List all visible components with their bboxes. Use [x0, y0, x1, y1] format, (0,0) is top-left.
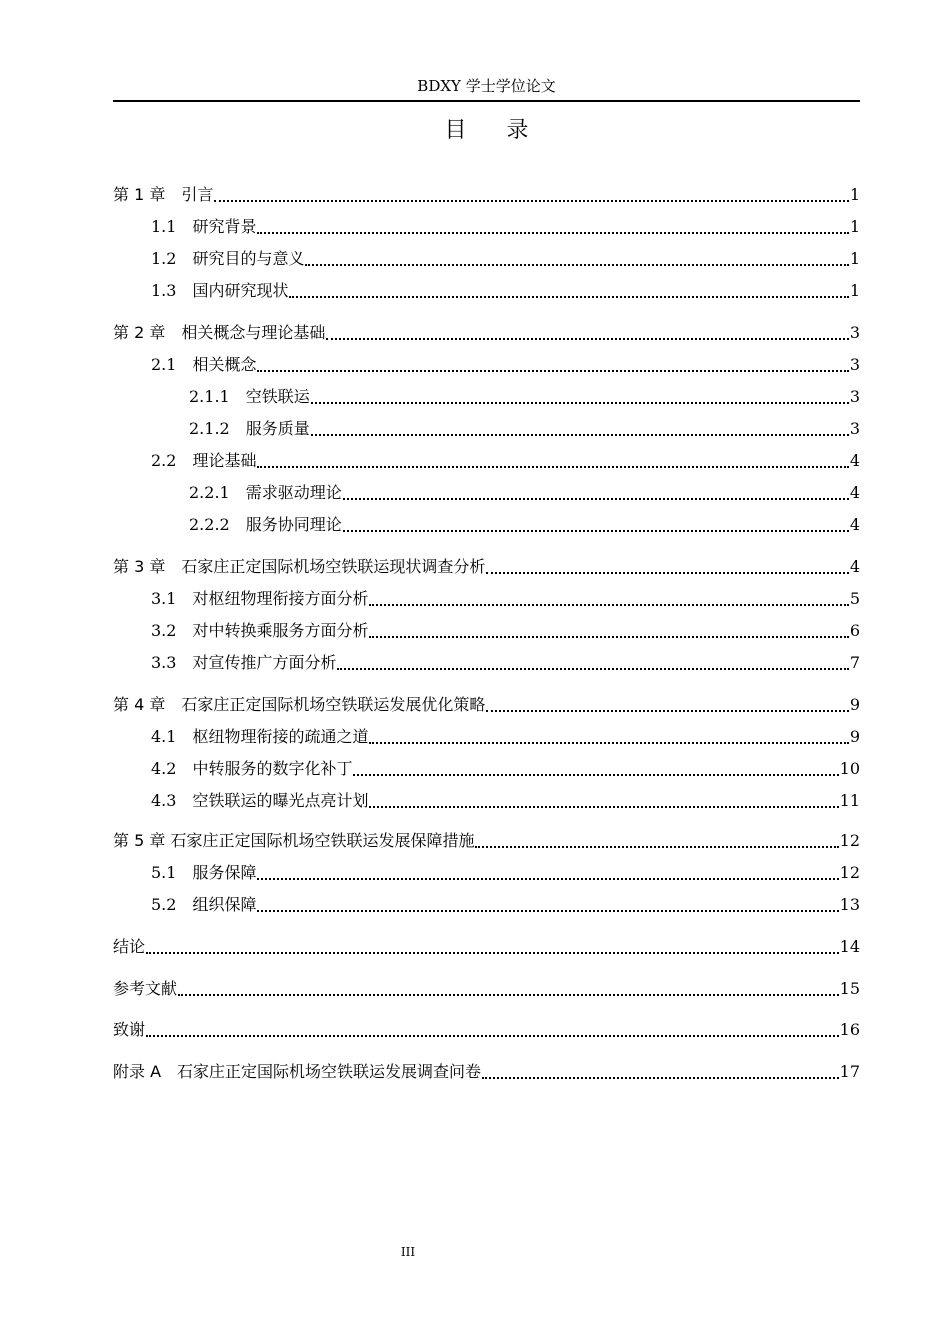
toc-entry[interactable]	[151, 212, 860, 242]
toc-leader-dots	[369, 732, 848, 744]
toc-entry-number: 第 4 章	[113, 695, 182, 714]
toc-entry-number: 5.1	[151, 863, 193, 882]
toc-entry-label: 空铁联运的曝光点亮计划	[192, 791, 369, 810]
toc-entry-number: 4.1	[151, 727, 193, 746]
toc-leader-dots	[343, 488, 849, 500]
toc-leader-dots	[311, 392, 849, 404]
toc-entry-label: 研究目的与意义	[192, 249, 305, 268]
toc-entry-number: 4.2	[151, 759, 193, 778]
toc-entry-page: 14	[839, 937, 860, 956]
toc-entry-label: 石家庄正定国际机场空铁联运现状调查分析	[181, 557, 486, 576]
toc-entry-page: 3	[849, 355, 860, 374]
toc-leader-dots	[257, 456, 848, 468]
toc-entry-page: 3	[849, 387, 860, 406]
toc-leader-dots	[257, 360, 848, 372]
toc-leader-dots	[146, 942, 839, 954]
toc-entry-number: 附录 A	[113, 1062, 178, 1081]
toc-entry-page: 11	[839, 791, 860, 810]
toc-leader-dots	[337, 658, 848, 670]
toc-entry-label: 引言	[181, 185, 214, 204]
toc-entry-label: 石家庄正定国际机场空铁联运发展优化策略	[181, 695, 486, 714]
toc-entry[interactable]	[151, 890, 860, 920]
toc-entry-number: 第 2 章	[113, 323, 182, 342]
toc-leader-dots	[486, 700, 848, 712]
toc-leader-dots	[257, 222, 848, 234]
toc-entry-page: 9	[849, 727, 860, 746]
toc-leader-dots	[178, 984, 839, 996]
toc-leader-dots	[257, 868, 838, 880]
toc-entry-number: 5.2	[151, 895, 193, 914]
toc-entry-label: 相关概念与理论基础	[181, 323, 326, 342]
toc-entry[interactable]	[151, 616, 860, 646]
toc-entry-label: 相关概念	[192, 355, 257, 374]
toc-entry-number: 2.1.1	[189, 387, 246, 406]
toc-entry-number: 2.1.2	[189, 419, 246, 438]
toc-entry-number: 第 5 章	[113, 831, 171, 850]
toc-leader-dots	[311, 424, 849, 436]
toc-entry-page: 9	[849, 695, 860, 714]
toc-leader-dots	[486, 562, 848, 574]
toc-entry-label: 对中转换乘服务方面分析	[192, 621, 369, 640]
toc-entry-page: 4	[849, 557, 860, 576]
toc-entry[interactable]	[151, 276, 860, 306]
toc-entry-page: 16	[839, 1020, 860, 1039]
toc-entry-label: 枢纽物理衔接的疏通之道	[192, 727, 369, 746]
toc-entry-page: 10	[839, 759, 860, 778]
toc-entry-page: 7	[849, 653, 860, 672]
toc-entry-label: 参考文献	[113, 979, 178, 998]
toc-entry-number: 2.2.1	[189, 483, 246, 502]
toc-leader-dots	[369, 626, 848, 638]
toc-entry-number: 第 3 章	[113, 557, 182, 576]
toc-entry-page: 5	[849, 589, 860, 608]
toc-leader-dots	[289, 286, 848, 298]
toc-entry[interactable]	[189, 414, 860, 444]
toc-entry-number: 4.3	[151, 791, 193, 810]
toc-entry[interactable]	[113, 826, 860, 856]
toc-entry[interactable]	[113, 1057, 860, 1087]
toc-entry[interactable]	[113, 1015, 860, 1045]
toc-leader-dots	[343, 520, 849, 532]
toc-entry-label: 石家庄正定国际机场空铁联运发展保障措施	[170, 831, 475, 850]
toc-entry-page: 1	[849, 281, 860, 300]
toc-entry-label: 石家庄正定国际机场空铁联运发展调查问卷	[177, 1062, 482, 1081]
toc-entry-label: 服务质量	[245, 419, 310, 438]
toc-entry-page: 1	[849, 249, 860, 268]
toc-entry-label: 理论基础	[192, 451, 257, 470]
toc-entry-page: 4	[849, 451, 860, 470]
page-number: III	[400, 1245, 416, 1259]
toc-entry[interactable]	[113, 690, 860, 720]
toc-entry[interactable]	[151, 584, 860, 614]
toc-entry[interactable]	[151, 754, 860, 784]
toc-entry-page: 3	[849, 323, 860, 342]
toc-entry-page: 13	[839, 895, 860, 914]
toc-entry-label: 组织保障	[192, 895, 257, 914]
toc-entry-label: 致谢	[113, 1020, 146, 1039]
toc-entry-page: 3	[849, 419, 860, 438]
toc-entry-label: 研究背景	[192, 217, 257, 236]
toc-entry[interactable]	[189, 478, 860, 508]
toc-leader-dots	[305, 254, 848, 266]
toc-title: 目录	[444, 118, 569, 143]
toc-leader-dots	[369, 594, 848, 606]
toc-leader-dots	[214, 190, 848, 202]
toc-leader-dots	[369, 796, 838, 808]
toc-entry-number: 2.2	[151, 451, 193, 470]
toc-entry-page: 17	[839, 1062, 860, 1081]
toc-entry-number: 1.2	[151, 249, 193, 268]
toc-entry[interactable]	[189, 382, 860, 412]
toc-entry[interactable]	[151, 786, 860, 816]
toc-entry[interactable]	[113, 974, 860, 1004]
toc-leader-dots	[326, 328, 848, 340]
toc-entry-label: 对枢纽物理衔接方面分析	[192, 589, 369, 608]
toc-entry-label: 中转服务的数字化补丁	[192, 759, 353, 778]
toc-leader-dots	[257, 900, 838, 912]
toc-entry-page: 6	[849, 621, 860, 640]
toc-entry[interactable]	[113, 932, 860, 962]
toc-entry-label: 国内研究现状	[192, 281, 289, 300]
toc-entry-label: 服务保障	[192, 863, 257, 882]
toc-entry-page: 1	[849, 185, 860, 204]
toc-entry-number: 1.1	[151, 217, 193, 236]
toc-entry-number: 2.1	[151, 355, 193, 374]
toc-entry-number: 3.2	[151, 621, 193, 640]
toc-leader-dots	[482, 1067, 839, 1079]
toc-entry-number: 第 1 章	[113, 185, 182, 204]
running-header: BDXY 学士学位论文	[417, 77, 556, 95]
header-rule	[113, 100, 860, 102]
toc-entry[interactable]	[189, 510, 860, 540]
toc-entry-number: 3.1	[151, 589, 193, 608]
toc-entry[interactable]	[151, 446, 860, 476]
toc-entry-number: 2.2.2	[189, 515, 246, 534]
toc-entry[interactable]	[151, 722, 860, 752]
toc-entry-page: 4	[849, 515, 860, 534]
toc-entry[interactable]	[113, 180, 860, 210]
toc-entry-page: 4	[849, 483, 860, 502]
toc-entry-label: 需求驱动理论	[245, 483, 342, 502]
toc-entry-number: 3.3	[151, 653, 193, 672]
toc-entry-page: 15	[839, 979, 860, 998]
toc-entry[interactable]	[113, 318, 860, 348]
toc-entry[interactable]	[151, 648, 860, 678]
toc-entry[interactable]	[151, 858, 860, 888]
toc-entry-label: 结论	[113, 937, 146, 956]
toc-entry-page: 12	[839, 831, 860, 850]
toc-entry-number: 1.3	[151, 281, 193, 300]
toc-entry-page: 12	[839, 863, 860, 882]
toc-entry-label: 服务协同理论	[245, 515, 342, 534]
toc-leader-dots	[475, 836, 838, 848]
toc-entry[interactable]	[151, 244, 860, 274]
toc-entry-label: 空铁联运	[245, 387, 310, 406]
toc-leader-dots	[353, 764, 838, 776]
toc-entry[interactable]	[113, 552, 860, 582]
toc-entry[interactable]	[151, 350, 860, 380]
toc-leader-dots	[146, 1025, 839, 1037]
toc-entry-label: 对宣传推广方面分析	[192, 653, 337, 672]
toc-entry-page: 1	[849, 217, 860, 236]
